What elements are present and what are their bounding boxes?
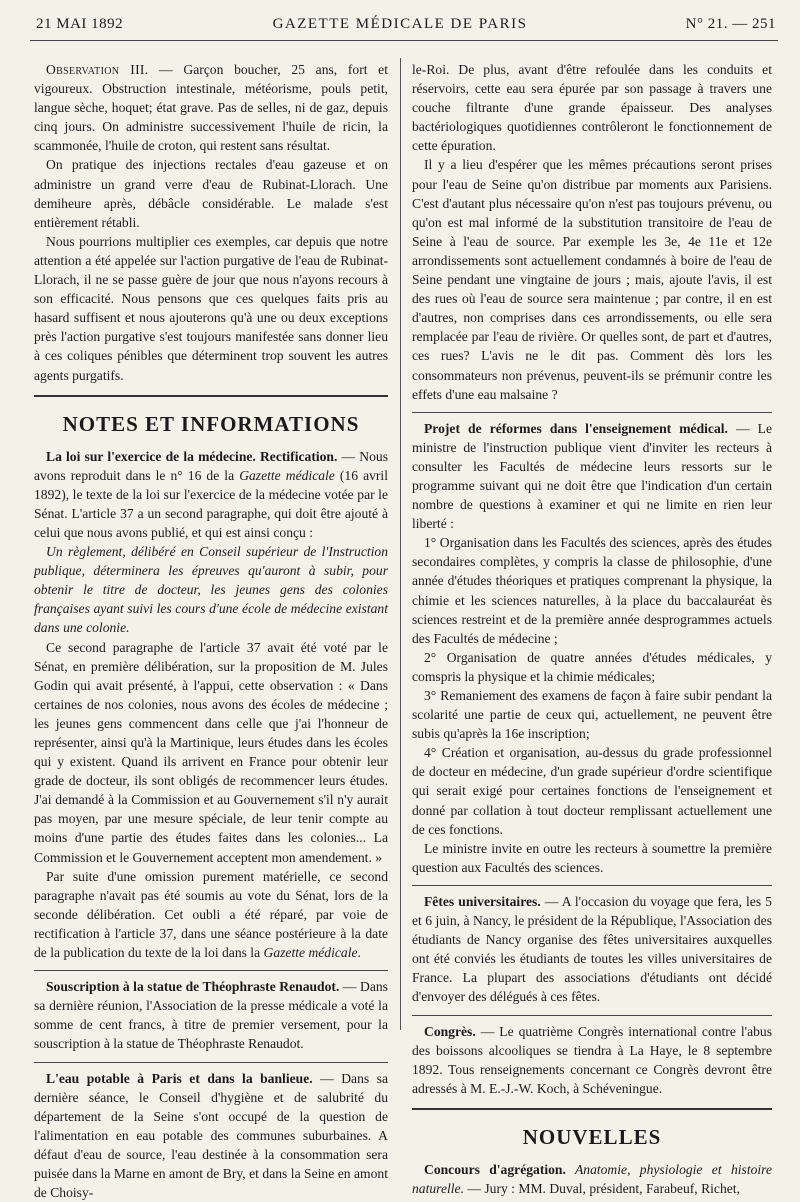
header-rule [30, 40, 778, 41]
paragraph: Le ministre invite en outre les recteurs à soumettre la première question aux Facultés des sciences. [412, 839, 772, 877]
section-title-notes: NOTES ET INFORMATIONS [34, 411, 388, 437]
article-text: — A l'occasion du voyage que fera, les 5 et 6 juin, à Nancy, le président de la République, l'Association des étudiants de Nancy organise des fêtes universitaires auxquelles ont été conviés les étudiants de toutes les villes universitaires de France. La plupart des associations d'étudiants ont décidé d'envoyer des délégués à ces fêtes. [412, 894, 772, 1004]
article-title: La loi sur l'exercice de la médecine. Rectification. [46, 449, 337, 464]
observation-paragraph [34, 60, 388, 155]
law-quote: Un règlement, délibéré en Conseil supérieur de l'Instruction publique, déterminera les épreuves qu'auront à subir, pour obtenir le titre de docteur, les jeunes gens des colonies françaises ayant suivi les cours d'une école de médecine existant dans une colonie. [34, 542, 388, 637]
article-title: Fêtes universitaires. [424, 894, 541, 909]
article-text: — Le quatrième Congrès international contre l'abus des boissons alcooliques se tiendra à La Haye, le 8 septembre 1892. Tous renseignements concernant ce Congrès devront être adressés à M. E.-J.-W. Koch, à Schéveningue. [412, 1024, 772, 1096]
list-item: 4° Création et organisation, au-dessus du grade professionnel de docteur en médecine, d'un grade supérieur d'ordre scientifique qui serait exigé pour certaines fonctions de l'enseignement et donné par collation à tout docteur remplissant actuellement une de ces fonctions. [412, 743, 772, 838]
article-concours [412, 1160, 772, 1198]
article-text: — Le ministre de l'instruction publique vient d'inviter les recteurs à consulter les Facultés de médecine leurs ressorts sur le programme suivant qui ne doit être que l'indication d'un certain nombre de questions à examiner et qui ne limite en rien leur liberté : [412, 421, 772, 531]
page-number: N° 21. — 251 [686, 16, 776, 33]
paragraph: On pratique des injections rectales d'eau gazeuse et on administre un grand verre d'eau de Rubinat-Llorach. Une demiheure après, débâcle considérable. Le malade s'est entièrement rétabli. [34, 155, 388, 231]
running-header [0, 14, 800, 38]
journal-name: Gazette médicale [264, 945, 358, 960]
item-rule [412, 885, 772, 886]
item-rule [34, 1062, 388, 1063]
article-text: — Jury : MM. Duval, président, Farabeuf, Richet, [464, 1181, 740, 1196]
article-souscription [34, 977, 388, 1053]
section-rule [34, 395, 388, 397]
paragraph [34, 867, 388, 962]
left-column [34, 60, 388, 1202]
article-text: (16 avril 1892), le texte de la loi sur l'exercice de la médecine votée par le Sénat. L'article 37 a un second paragraphe, qui doit être ajouté à celui que nous avons publié, et qui est ainsi conçu : [34, 468, 388, 540]
article-title: L'eau potable à Paris et dans la banlieue. [46, 1071, 313, 1086]
article-title: Souscription à la statue de Théophraste Renaudot. [46, 979, 339, 994]
section-title-nouvelles: NOUVELLES [412, 1124, 772, 1150]
observation-text: — Garçon boucher, 25 ans, fort et vigoureux. Obstruction intestinale, météorisme, pouls petit, langue sèche, hoquet; état grave. Pas de selles, ni de gaz, depuis cinq jours. On administre successivement l'huile de ricin, la scammonée, l'huile de croton, qui restent sans résultat. [34, 62, 388, 153]
right-column [412, 60, 772, 1198]
article-text: — Dans sa dernière séance, le Conseil d'hygiène et de salubrité du département de la Seine s'ont occupé de la question de l'alimentation en eau potable des communes suburbaines. A défaut d'eau de source, l'eau destinée à la consommation sera puisée dans la Marne en amont de Bry, et dans la Seine en amont de Choisy- [34, 1071, 388, 1201]
article-title: Concours d'agrégation. [424, 1162, 566, 1177]
article-title: Projet de réformes dans l'enseignement médical. [424, 421, 728, 436]
paragraph: Ce second paragraphe de l'article 37 avait été voté par le Sénat, en première délibération, sur la proposition de M. Jules Godin qui avait présenté, à l'appui, cette observation : « Dans certaines de nos colonies, nous avons des écoles de médecine ; les jeunes gens commencent dans celle que j'ai l'honneur de représenter, ainsi qu'à la Martinique, leurs études dans les écoles qui y existent. Quand ils arrivent en France pour obtenir leur grade de docteur, ils sont obligés de recommencer leurs études. J'ai demandé à la Commission et au Gouvernement s'il n'y aurait pas moyen, par une mesure spéciale, de leur tenir compte au moins d'une partie des études faites dans les colonies... La Commission et le Gouvernement acceptent mon amendement. » [34, 638, 388, 867]
list-item: 3° Remaniement des examens de façon à faire subir pendant la scolarité une partie de ceux qui, actuellement, ne peuvent être subis qu'après la 16e inscription; [412, 686, 772, 743]
list-item: 1° Organisation dans les Facultés des sciences, après des études secondaires complètes, y compris la classe de philosophie, d'une année d'études théoriques et pratiques comprenant la physique, la chimie et les sciences naturelles, à la place du baccalauréat ès sciences restreint et de la première année desprogrammes actuels des Facultés de médecine ; [412, 533, 772, 648]
article-title: Congrès. [424, 1024, 476, 1039]
paragraph: le-Roi. De plus, avant d'être refoulée dans les conduits et réservoirs, cette eau sera épurée par son passage à travers une couche filtrante d'une grande épaisseur. Des analyses bactériologiques quotidiennes contrôleront le fonctionnement de cette épuration. [412, 60, 772, 155]
section-rule [412, 1108, 772, 1110]
article-congres [412, 1022, 772, 1098]
article-text: — Nous avons reproduit dans le n° 16 de la [34, 449, 388, 483]
issue-date: 21 MAI 1892 [36, 16, 123, 33]
item-rule [412, 1015, 772, 1016]
paragraph-text: . [358, 945, 361, 960]
article-fetes [412, 892, 772, 1007]
article-eau-potable [34, 1069, 388, 1202]
paragraph: Nous pourrions multiplier ces exemples, car depuis que notre attention a été appelée sur l'action purgative de l'eau de Rubinat-Llorach, il ne se passe guère de jour que nous n'ayons recours à son efficacité. Nous pensons que ces quelques faits pris au hasard suffisent et nous ajouterons qu'à une ou deux exceptions près l'action purgative s'est toujours manifestée sans donner lieu à ces coliques pénibles que déterminent trop souvent les autres agents purgatifs. [34, 232, 388, 385]
article-loi [34, 447, 388, 542]
paragraph: Il y a lieu d'espérer que les mêmes précautions seront prises pour l'eau de Seine qu'on distribue par moments aux Parisiens. C'est d'autant plus nécessaire qu'on n'est pas toujours prévenu, ou qu'on est mal informé de la substitution transitoire de l'eau de Seine à l'eau de source. Par exemple les 3e, 4e 11e et 12e arrondissements sont actuellement condamnés à boire de l'eau de Seine pendant une vingtaine de jours ; mais, ajoute l'avis, il est des rues où l'eau de source sera maintenue ; par contre, il en est d'autres, non comprises dans ces arrondissements, ou elle sera remplacée par l'eau de rivière. Or quelles sont, de part et d'autres, ces rues? L'avis ne le dit pas. Comment dès lors les consommateurs non prévenus, peuvent-ils se prémunir contre les effets d'une eau malsaine ? [412, 155, 772, 403]
paragraph-text: Par suite d'une omission purement matérielle, ce second paragraphe n'avait pas été soumis au vote du Sénat, lors de la seconde délibération. Cet oubli a été réparé, par voie de rectification à l'article 37, dans une séance postérieure à la date de la publication du texte de la loi dans la [34, 869, 388, 960]
observation-label: Observation III. [46, 62, 148, 77]
list-item: 2° Organisation de quatre années d'études médicales, y comspris la physique et la chimie médicales; [412, 648, 772, 686]
article-subject: Anatomie, physiologie et histoire naturelle. [412, 1162, 772, 1196]
article-projet [412, 419, 772, 534]
item-rule [412, 412, 772, 413]
column-divider [400, 58, 401, 1030]
article-text: — Dans sa dernière réunion, l'Association de la presse médicale a voté la somme de cent francs, à titre de premier versement, pour la souscription à la statue de Théophraste Renaudot. [34, 979, 388, 1051]
journal-title: GAZETTE MÉDICALE DE PARIS [0, 16, 800, 33]
journal-name: Gazette médicale [239, 468, 335, 483]
item-rule [34, 970, 388, 971]
